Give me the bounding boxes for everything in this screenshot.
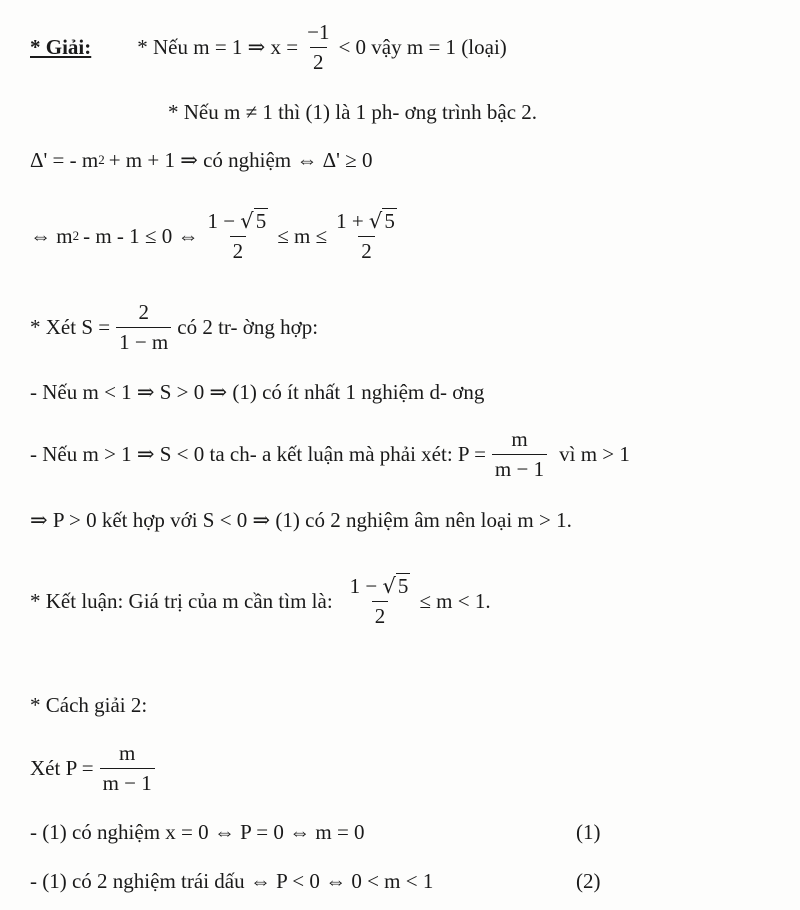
line-2 xyxy=(168,97,537,127)
line-6 xyxy=(30,377,484,407)
consider-s: * Xét S = xyxy=(30,314,111,339)
opposite-sign-condition: - (1) có 2 nghiệm trái dấu ⇔ P < 0 ⇔ 0 < m < 1 xyxy=(30,868,434,893)
case-m-less-1: - Nếu m < 1 ⇒ S > 0 ⇒ (1) có ít nhất 1 nghiệm d- ơng xyxy=(30,379,485,404)
fraction-denominator: 2 xyxy=(372,601,389,628)
solution-heading: * Giải: xyxy=(30,34,92,59)
fraction-final-bound xyxy=(347,574,414,627)
line-12 xyxy=(30,817,365,847)
sqrt: √5 xyxy=(368,209,395,234)
fraction-denominator: 2 xyxy=(310,47,327,74)
case-m-equals-1: * Nếu m = 1 ⇒ x = xyxy=(137,34,299,59)
line-5 xyxy=(30,297,318,357)
radicand: 5 xyxy=(255,209,267,234)
line-8 xyxy=(30,505,572,535)
line-11 xyxy=(30,738,161,798)
method-2-heading: * Cách giải 2: xyxy=(30,692,148,717)
fraction-denominator: m − 1 xyxy=(492,454,547,481)
radicand: 5 xyxy=(384,209,395,234)
fraction-denominator: 1 − m xyxy=(116,327,171,354)
line-9 xyxy=(30,565,491,637)
root-zero-condition: - (1) có nghiệm x = 0 ⇔ P = 0 ⇔ m = 0 xyxy=(30,819,365,844)
fraction-numerator: 2 xyxy=(138,300,149,325)
fraction-numerator: m xyxy=(119,741,136,766)
radicand: 5 xyxy=(397,574,409,599)
numerator-text: 1 + xyxy=(336,209,364,234)
numerator-text: 1 − xyxy=(349,574,378,599)
fraction-p-method-2 xyxy=(100,741,155,794)
line-4 xyxy=(30,200,406,272)
fraction-numerator: −1 xyxy=(307,20,330,45)
fraction-lower-bound xyxy=(204,209,271,262)
fraction-denominator: 2 xyxy=(230,236,247,263)
fraction-upper-bound xyxy=(333,209,400,262)
case-m-equals-1-result: < 0 vậy m = 1 (loại) xyxy=(338,34,507,59)
two-cases: có 2 tr- ờng hợp: xyxy=(177,314,319,339)
inequality-middle: - m - 1 ≤ 0 ⇔ xyxy=(83,223,199,248)
fraction-s xyxy=(116,300,171,353)
case-m-not-1: * Nếu m ≠ 1 thì (1) là 1 ph- ơng trình bậc 2. xyxy=(168,99,538,124)
fraction-denominator: 2 xyxy=(358,236,375,263)
fraction-numerator: m xyxy=(511,427,528,452)
because-m-greater-1: vì m > 1 xyxy=(559,441,630,466)
exponent: 2 xyxy=(72,228,80,243)
delta-condition: + m + 1 ⇒ có nghiệm ⇔ Δ' ≥ 0 xyxy=(108,147,373,172)
consider-p: Xét P = xyxy=(30,755,94,780)
fraction-p xyxy=(492,427,547,480)
sqrt: √5 xyxy=(382,574,409,599)
delta-expression: Δ' = - m xyxy=(30,147,99,172)
equation-tag-2 xyxy=(576,866,601,896)
exponent: 2 xyxy=(98,152,105,167)
inequality-start: ⇔ m xyxy=(30,223,73,248)
final-range: ≤ m < 1. xyxy=(419,588,491,613)
case-m-greater-1: - Nếu m > 1 ⇒ S < 0 ta ch- a kết luận mà phải xét: P = xyxy=(30,441,486,466)
numerator-text: 1 − xyxy=(207,209,236,234)
m-between: ≤ m ≤ xyxy=(277,223,328,248)
fraction-denominator: m − 1 xyxy=(100,768,155,795)
line-3 xyxy=(30,145,372,175)
line-1 xyxy=(30,22,507,72)
line-13 xyxy=(30,866,433,896)
p-positive-conclusion: ⇒ P > 0 kết hợp với S < 0 ⇒ (1) có 2 nghiệm âm nên loại m > 1. xyxy=(30,507,572,532)
sqrt: √5 xyxy=(240,209,267,234)
tag-label: (2) xyxy=(576,868,601,893)
line-7 xyxy=(30,425,630,483)
tag-label: (1) xyxy=(576,819,601,844)
conclusion-label: * Kết luận: Giá trị của m cần tìm là: xyxy=(30,588,333,613)
line-10 xyxy=(30,690,147,720)
fraction-minus-one-over-two xyxy=(304,20,332,73)
equation-tag-1 xyxy=(576,817,601,847)
